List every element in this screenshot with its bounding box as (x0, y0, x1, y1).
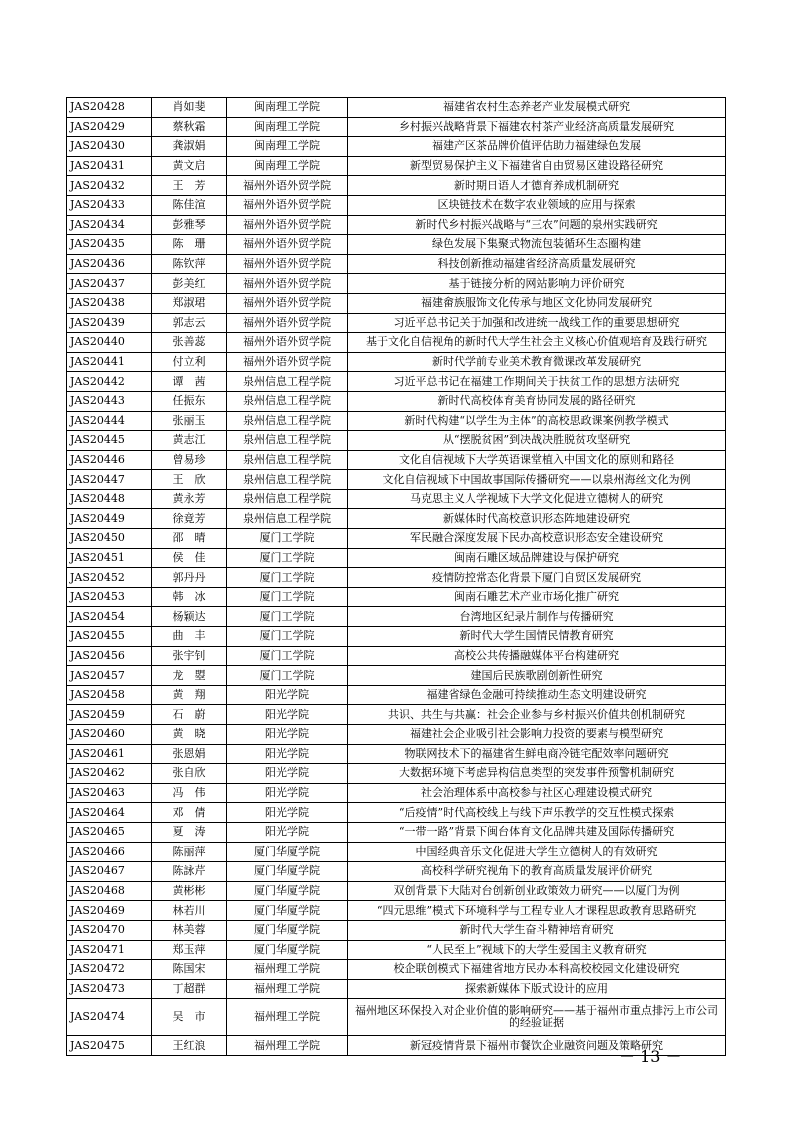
name-cell: 陈丽萍 (152, 842, 227, 862)
code-cell: JAS20454 (67, 607, 152, 627)
title-cell: 闽南石雕区域品牌建设与保护研究 (348, 548, 726, 568)
school-cell: 厦门华厦学院 (227, 881, 348, 901)
code-cell: JAS20471 (67, 940, 152, 960)
table-row (67, 450, 726, 470)
school-cell: 厦门工学院 (227, 587, 348, 607)
title-cell: 习近平总书记关于加强和改进统一战线工作的重要思想研究 (348, 313, 726, 333)
school-cell: 厦门华厦学院 (227, 901, 348, 921)
name-cell: 石 蔚 (152, 705, 227, 725)
school-cell: 泉州信息工程学院 (227, 470, 348, 490)
table-row (67, 960, 726, 980)
code-cell: JAS20441 (67, 352, 152, 372)
table-row (67, 548, 726, 568)
code-cell: JAS20458 (67, 685, 152, 705)
code-cell: JAS20431 (67, 156, 152, 176)
code-cell: JAS20448 (67, 489, 152, 509)
name-cell: 邵 晴 (152, 529, 227, 549)
school-cell: 厦门工学院 (227, 548, 348, 568)
name-cell: 夏 涛 (152, 822, 227, 842)
title-cell: 新媒体时代高校意识形态阵地建设研究 (348, 509, 726, 529)
name-cell: 蔡秋霜 (152, 117, 227, 137)
name-cell: 陈佳渲 (152, 195, 227, 215)
code-cell: JAS20436 (67, 254, 152, 274)
title-cell: 疫情防控常态化背景下厦门自贸区发展研究 (348, 568, 726, 588)
table-row (67, 431, 726, 451)
table-row (67, 333, 726, 353)
code-cell: JAS20451 (67, 548, 152, 568)
school-cell: 阳光学院 (227, 744, 348, 764)
table-row (67, 313, 726, 333)
title-cell: 新冠疫情背景下福州市餐饮企业融资问题及策略研究 (348, 1036, 726, 1056)
table-row (67, 509, 726, 529)
name-cell: 彭雅琴 (152, 215, 227, 235)
code-cell: JAS20437 (67, 274, 152, 294)
title-cell: 新型贸易保护主义下福建省自由贸易区建设路径研究 (348, 156, 726, 176)
code-cell: JAS20447 (67, 470, 152, 490)
table-row (67, 156, 726, 176)
code-cell: JAS20470 (67, 920, 152, 940)
code-cell: JAS20439 (67, 313, 152, 333)
title-cell: 区块链技术在数字农业领域的应用与探索 (348, 195, 726, 215)
table-row (67, 274, 726, 294)
title-cell: 绿色发展下集聚式物流包装循环生态圈构建 (348, 235, 726, 255)
name-cell: 王 芳 (152, 176, 227, 196)
school-cell: 阳光学院 (227, 764, 348, 784)
code-cell: JAS20432 (67, 176, 152, 196)
title-cell: 高校公共传播融媒体平台构建研究 (348, 646, 726, 666)
table-row (67, 685, 726, 705)
name-cell: 郭丹丹 (152, 568, 227, 588)
school-cell: 福州外语外贸学院 (227, 254, 348, 274)
table-row (67, 725, 726, 745)
name-cell: 黄 晓 (152, 725, 227, 745)
title-cell: 大数据环境下考虑异构信息类型的突发事件预警机制研究 (348, 764, 726, 784)
table-row (67, 646, 726, 666)
name-cell: 付立利 (152, 352, 227, 372)
code-cell: JAS20435 (67, 235, 152, 255)
name-cell: 陈 珊 (152, 235, 227, 255)
code-cell: JAS20440 (67, 333, 152, 353)
code-cell: JAS20446 (67, 450, 152, 470)
code-cell: JAS20475 (67, 1036, 152, 1056)
title-cell: “四元思维”模式下环境科学与工程专业人才课程思政教育思路研究 (348, 901, 726, 921)
school-cell: 福州理工学院 (227, 1036, 348, 1056)
name-cell: 谭 茜 (152, 372, 227, 392)
school-cell: 泉州信息工程学院 (227, 431, 348, 451)
title-cell: 新时代大学生奋斗精神培育研究 (348, 920, 726, 940)
name-cell: 黄志江 (152, 431, 227, 451)
title-cell: 校企联创模式下福建省地方民办本科高校校园文化建设研究 (348, 960, 726, 980)
school-cell: 厦门华厦学院 (227, 862, 348, 882)
table-row (67, 999, 726, 1036)
school-cell: 厦门工学院 (227, 627, 348, 647)
table-row (67, 881, 726, 901)
school-cell: 阳光学院 (227, 725, 348, 745)
name-cell: 郑淑珺 (152, 293, 227, 313)
code-cell: JAS20474 (67, 999, 152, 1036)
table-row (67, 803, 726, 823)
name-cell: 丁超群 (152, 979, 227, 999)
school-cell: 厦门工学院 (227, 666, 348, 686)
table-row (67, 666, 726, 686)
school-cell: 厦门华厦学院 (227, 940, 348, 960)
school-cell: 闽南理工学院 (227, 156, 348, 176)
school-cell: 厦门华厦学院 (227, 920, 348, 940)
school-cell: 阳光学院 (227, 685, 348, 705)
school-cell: 福州理工学院 (227, 979, 348, 999)
school-cell: 闽南理工学院 (227, 137, 348, 157)
code-cell: JAS20456 (67, 646, 152, 666)
name-cell: 黄永芳 (152, 489, 227, 509)
project-table (66, 97, 726, 1056)
table-row (67, 215, 726, 235)
code-cell: JAS20473 (67, 979, 152, 999)
table-row (67, 862, 726, 882)
title-cell: 闽南石雕艺术产业市场化推广研究 (348, 587, 726, 607)
name-cell: 冯 伟 (152, 783, 227, 803)
page-number: － 13 － (619, 1047, 682, 1066)
table-row (67, 470, 726, 490)
title-cell: 福建省绿色金融可持续推动生态文明建设研究 (348, 685, 726, 705)
table-row (67, 254, 726, 274)
name-cell: 吴 市 (152, 999, 227, 1036)
name-cell: 王 欣 (152, 470, 227, 490)
title-cell: 探索新媒体下版式设计的应用 (348, 979, 726, 999)
school-cell: 泉州信息工程学院 (227, 489, 348, 509)
table-row (67, 235, 726, 255)
table-row (67, 568, 726, 588)
title-cell: 物联网技术下的福建省生鲜电商冷链宅配效率问题研究 (348, 744, 726, 764)
code-cell: JAS20449 (67, 509, 152, 529)
title-cell: 基于文化自信视角的新时代大学生社会主义核心价值观培育及践行研究 (348, 333, 726, 353)
name-cell: 黄彬彬 (152, 881, 227, 901)
school-cell: 厦门华厦学院 (227, 842, 348, 862)
table-row (67, 529, 726, 549)
code-cell: JAS20455 (67, 627, 152, 647)
title-cell: 文化自信视域下大学英语课堂植入中国文化的原则和路径 (348, 450, 726, 470)
school-cell: 福州外语外贸学院 (227, 293, 348, 313)
title-cell: 基于链接分析的网站影响力评价研究 (348, 274, 726, 294)
title-cell: 从“摆脱贫困”到决战决胜脱贫攻坚研究 (348, 431, 726, 451)
code-cell: JAS20442 (67, 372, 152, 392)
code-cell: JAS20450 (67, 529, 152, 549)
school-cell: 福州外语外贸学院 (227, 274, 348, 294)
title-cell: 台湾地区纪录片制作与传播研究 (348, 607, 726, 627)
school-cell: 福州外语外贸学院 (227, 313, 348, 333)
school-cell: 福州外语外贸学院 (227, 195, 348, 215)
name-cell: 张恩娟 (152, 744, 227, 764)
table-body (67, 98, 726, 1056)
code-cell: JAS20452 (67, 568, 152, 588)
name-cell: 张自欣 (152, 764, 227, 784)
name-cell: 龚淑娟 (152, 137, 227, 157)
name-cell: 郑玉萍 (152, 940, 227, 960)
table-row (67, 195, 726, 215)
name-cell: 林美蓉 (152, 920, 227, 940)
name-cell: 陈国宋 (152, 960, 227, 980)
code-cell: JAS20466 (67, 842, 152, 862)
code-cell: JAS20460 (67, 725, 152, 745)
school-cell: 厦门工学院 (227, 646, 348, 666)
school-cell: 泉州信息工程学院 (227, 411, 348, 431)
school-cell: 厦门工学院 (227, 529, 348, 549)
table-row (67, 744, 726, 764)
table-row (67, 372, 726, 392)
name-cell: 韩 冰 (152, 587, 227, 607)
school-cell: 福州外语外贸学院 (227, 333, 348, 353)
school-cell: 福州理工学院 (227, 960, 348, 980)
table-row (67, 764, 726, 784)
school-cell: 福州外语外贸学院 (227, 176, 348, 196)
school-cell: 泉州信息工程学院 (227, 391, 348, 411)
title-cell: 军民融合深度发展下民办高校意识形态安全建设研究 (348, 529, 726, 549)
title-cell: 科技创新推动福建省经济高质量发展研究 (348, 254, 726, 274)
title-cell: 新时代学前专业美术教育微课改革发展研究 (348, 352, 726, 372)
school-cell: 福州外语外贸学院 (227, 352, 348, 372)
title-cell: 新时代大学生国情民情教育研究 (348, 627, 726, 647)
name-cell: 邓 倩 (152, 803, 227, 823)
name-cell: 肖如斐 (152, 98, 227, 118)
name-cell: 杨颖达 (152, 607, 227, 627)
name-cell: 黄文启 (152, 156, 227, 176)
title-cell: “后疫情”时代高校线上与线下声乐教学的交互性模式探索 (348, 803, 726, 823)
title-cell: 中国经典音乐文化促进大学生立德树人的有效研究 (348, 842, 726, 862)
table-row (67, 940, 726, 960)
school-cell: 福州理工学院 (227, 999, 348, 1036)
code-cell: JAS20428 (67, 98, 152, 118)
title-cell: “一带一路”背景下闽台体育文化品牌共建及国际传播研究 (348, 822, 726, 842)
name-cell: 张善蕊 (152, 333, 227, 353)
name-cell: 陈詠芹 (152, 862, 227, 882)
table-row (67, 979, 726, 999)
table-row (67, 98, 726, 118)
title-cell: 文化自信视域下中国故事国际传播研究——以泉州海丝文化为例 (348, 470, 726, 490)
code-cell: JAS20469 (67, 901, 152, 921)
name-cell: 张丽玉 (152, 411, 227, 431)
table-row (67, 489, 726, 509)
code-cell: JAS20433 (67, 195, 152, 215)
title-cell: 福建省农村生态养老产业发展模式研究 (348, 98, 726, 118)
table-row (67, 587, 726, 607)
code-cell: JAS20438 (67, 293, 152, 313)
table-row (67, 627, 726, 647)
title-cell: 福建社会企业吸引社会影响力投资的要素与模型研究 (348, 725, 726, 745)
code-cell: JAS20430 (67, 137, 152, 157)
name-cell: 徐竟芳 (152, 509, 227, 529)
code-cell: JAS20461 (67, 744, 152, 764)
code-cell: JAS20459 (67, 705, 152, 725)
code-cell: JAS20472 (67, 960, 152, 980)
table-row (67, 783, 726, 803)
title-cell: 建国后民族歌剧创新性研究 (348, 666, 726, 686)
table-row (67, 176, 726, 196)
title-cell: 双创背景下大陆对台创新创业政策效力研究——以厦门为例 (348, 881, 726, 901)
title-cell: 共识、共生与共赢：社会企业参与乡村振兴价值共创机制研究 (348, 705, 726, 725)
title-cell: 马克思主义人学视域下大学文化促进立德树人的研究 (348, 489, 726, 509)
title-cell: 新时代构建“以学生为主体”的高校思政课案例教学模式 (348, 411, 726, 431)
code-cell: JAS20443 (67, 391, 152, 411)
code-cell: JAS20465 (67, 822, 152, 842)
title-cell: 新时代乡村振兴战略与“三农”问题的泉州实践研究 (348, 215, 726, 235)
title-cell: 乡村振兴战略背景下福建农村茶产业经济高质量发展研究 (348, 117, 726, 137)
name-cell: 龙 曌 (152, 666, 227, 686)
table-row (67, 411, 726, 431)
name-cell: 王红浪 (152, 1036, 227, 1056)
name-cell: 陈钦萍 (152, 254, 227, 274)
school-cell: 泉州信息工程学院 (227, 509, 348, 529)
code-cell: JAS20462 (67, 764, 152, 784)
school-cell: 阳光学院 (227, 822, 348, 842)
code-cell: JAS20468 (67, 881, 152, 901)
school-cell: 泉州信息工程学院 (227, 372, 348, 392)
title-cell: 新时期日语人才德育养成机制研究 (348, 176, 726, 196)
table-row (67, 352, 726, 372)
title-cell: “人民至上”视域下的大学生爱国主义教育研究 (348, 940, 726, 960)
table-row (67, 293, 726, 313)
school-cell: 阳光学院 (227, 803, 348, 823)
code-cell: JAS20463 (67, 783, 152, 803)
name-cell: 黄 翔 (152, 685, 227, 705)
code-cell: JAS20464 (67, 803, 152, 823)
title-cell: 福州地区环保投入对企业价值的影响研究——基于福州市重点排污上市公司的经验证据 (348, 999, 726, 1036)
school-cell: 闽南理工学院 (227, 117, 348, 137)
table-row (67, 117, 726, 137)
table-row (67, 705, 726, 725)
school-cell: 厦门工学院 (227, 607, 348, 627)
name-cell: 曲 丰 (152, 627, 227, 647)
name-cell: 郭志云 (152, 313, 227, 333)
school-cell: 阳光学院 (227, 783, 348, 803)
code-cell: JAS20467 (67, 862, 152, 882)
code-cell: JAS20434 (67, 215, 152, 235)
school-cell: 福州外语外贸学院 (227, 235, 348, 255)
name-cell: 侯 佳 (152, 548, 227, 568)
table-row (67, 842, 726, 862)
code-cell: JAS20444 (67, 411, 152, 431)
title-cell: 社会治理体系中高校参与社区心理建设模式研究 (348, 783, 726, 803)
table-row (67, 607, 726, 627)
school-cell: 厦门工学院 (227, 568, 348, 588)
table-row (67, 901, 726, 921)
name-cell: 任振东 (152, 391, 227, 411)
title-cell: 新时代高校体育美育协同发展的路径研究 (348, 391, 726, 411)
table-row (67, 137, 726, 157)
school-cell: 闽南理工学院 (227, 98, 348, 118)
table-row (67, 391, 726, 411)
school-cell: 泉州信息工程学院 (227, 450, 348, 470)
school-cell: 阳光学院 (227, 705, 348, 725)
name-cell: 曾易珍 (152, 450, 227, 470)
title-cell: 福建畲族服饰文化传承与地区文化协同发展研究 (348, 293, 726, 313)
code-cell: JAS20445 (67, 431, 152, 451)
name-cell: 彭美红 (152, 274, 227, 294)
table-row (67, 822, 726, 842)
code-cell: JAS20453 (67, 587, 152, 607)
table-row (67, 920, 726, 940)
code-cell: JAS20457 (67, 666, 152, 686)
name-cell: 张宇钊 (152, 646, 227, 666)
code-cell: JAS20429 (67, 117, 152, 137)
title-cell: 习近平总书记在福建工作期间关于扶贫工作的思想方法研究 (348, 372, 726, 392)
title-cell: 高校科学研究视角下的教育高质量发展评价研究 (348, 862, 726, 882)
title-cell: 福建产区茶品牌价值评估助力福建绿色发展 (348, 137, 726, 157)
school-cell: 福州外语外贸学院 (227, 215, 348, 235)
name-cell: 林若川 (152, 901, 227, 921)
